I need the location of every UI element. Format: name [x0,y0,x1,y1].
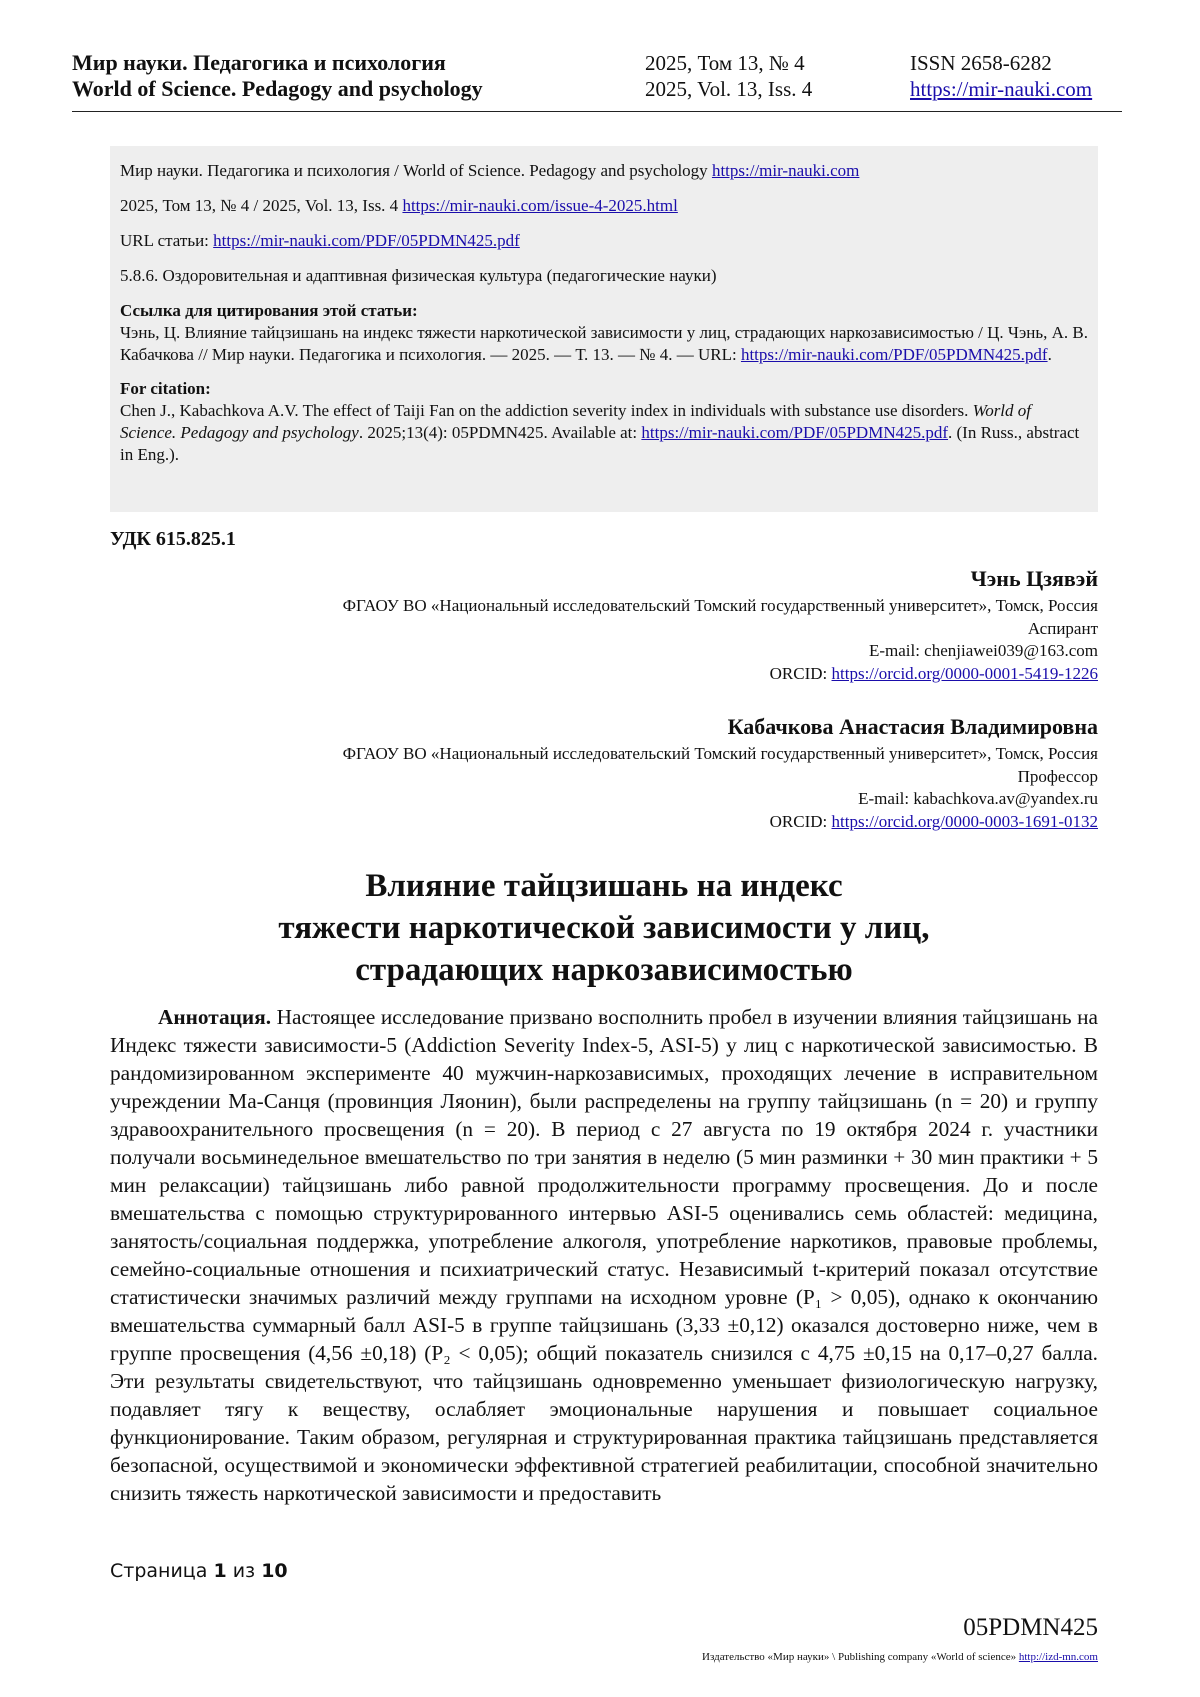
info-specialty: 5.8.6. Оздоровительная и адаптивная физическая культура (педагогические науки) [120,266,717,285]
author-orcid: ORCID: https://orcid.org/0000-0003-1691-0132 [769,811,1098,831]
info-url-line: URL статьи: https://mir-nauki.com/PDF/05PDMN425.pdf [120,231,520,250]
site-link[interactable]: https://mir-nauki.com [910,77,1093,101]
publisher-line: Издательство «Мир науки» \ Publishing company «World of science» http://izd-mn.com [702,1651,1098,1663]
article-code: 05PDMN425 [963,1614,1098,1641]
abstract-label: Аннотация. [158,1005,272,1029]
author-email: E-mail: kabachkova.av@yandex.ru [858,789,1098,808]
author-affiliation: ФГАОУ ВО «Национальный исследовательский Томский государственный университет», Томск, Россия [342,596,1098,615]
journal-title-en: World of Science. Pedagogy and psychology [72,76,483,101]
citation-ru-link[interactable]: https://mir-nauki.com/PDF/05PDMN425.pdf [740,345,1048,364]
citation-en-link[interactable]: https://mir-nauki.com/PDF/05PDMN425.pdf [641,423,949,442]
author-name: Чэнь Цзявэй [970,566,1098,591]
author-block [343,713,1098,833]
page-number: Страница 1 из 10 [110,1560,288,1582]
info-journal-line: Мир науки. Педагогика и психология / World of Science. Pedagogy and psychology https://mir-nauki.com [120,161,860,180]
issn: ISSN 2658-6282 [910,51,1052,75]
author-email: E-mail: chenjiawei039@163.com [868,641,1098,660]
citation-en-text: Chen J., Kabachkova A.V. The effect of Taiji Fan on the addiction severity index in individuals with substance use disorders. [120,401,973,420]
citation-en: For citation: Chen J., Kabachkova A.V. The effect of Taiji Fan on the addiction severity index in individuals with substance use disorders. World of Science. Pedagogy and psychology. 2025;13(4): 05PDMN425. Available at: https://mir-nauki.com/PDF/05PDMN425.pdf. (In Russ., abstract in Eng.). [120,378,1088,466]
author-position: Профессор [1017,766,1098,786]
article-pdf-link[interactable]: https://mir-nauki.com/PDF/05PDMN425.pdf [213,231,520,250]
article-title: Влияние тайцзишань на индекс тяжести наркотической зависимости у лиц, страдающих наркозависимостью [278,868,930,988]
citation-en-journal: World of Science. Pedagogy and psychology [120,401,1032,442]
citation-ru: Ссылка для цитирования этой статьи: Чэнь, Ц. Влияние тайцзишань на индекс тяжести наркотической зависимости у лиц, страдающих наркозависимостью / Ц. Чэнь, А. В. Кабачкова // Мир науки. Педагогика и психология. — 2025. — Т. 13. — № 4. — URL: https://mir-nauki.com/PDF/05PDMN425.pdf. [120,301,1088,364]
article-info-box [110,146,1098,512]
udk-code: УДК 615.825.1 [110,528,236,550]
author-block [343,565,1098,685]
abstract-text: Настоящее исследование призвано восполнить пробел в изучении влияния тайцзишань на Индекс тяжести зависимости-5 (Addiction Severity Index-5, ASI-5) у лиц с наркотической зависимостью. В рандомизированном эксперименте 40 мужчин-наркозависимых, проходящих лечение в исправительном учреждении Ма-Санця (провинция Ляонин), были распределены на группу тайцзишань (n = 20) и группу здравоохранительного просвещения (n = 20). В период с 27 августа по 19 октября 2024 г. участники получали восьминедельное вмешательство по три занятия в неделю (5 мин разминки + 30 мин практики + 5 мин релаксации) тайцзишань либо равной продолжительности программу просвещения. До и после вмешательства с помощью структурированного интервью ASI-5 оценивались семь областей: медицина, занятость/социальная поддержка, употребление алкоголя, употребление наркотиков, правовые проблемы, семейно-социальные отношения и психиатрический статус. Независимый t-критерий показал отсутствие статистически значимых различий между группами на исходном уровне (P₁ > 0,05), однако к окончанию вмешательства суммарный балл ASI-5 в группе тайцзишань (3,33 ±0,12) оказался достоверно ниже, чем в группе просвещения (4,56 ±0,18) (P₂ < 0,05); общий показатель снизился с 4,75 ±0,15 на 0,17–0,27 балла. Эти результаты свидетельствуют, что тайцзишань одновременно уменьшает физиологическую нагрузку, подавляет тягу к веществу, ослабляет эмоциональные нарушения и повышает социальное функционирование. Таким образом, регулярная и структурированная практика тайцзишань представляется безопасной, осуществимой и экономически эффективной стратегией реабилитации, способной значительно снизить тяжесть наркотической зависимости и предоставить [110,1005,1098,1505]
author-orcid: ORCID: https://orcid.org/0000-0001-5419-1226 [769,663,1098,683]
citation-en-heading: For citation: [120,379,211,398]
citation-ru-heading: Ссылка для цитирования этой статьи: [120,301,418,320]
author-position: Аспирант [1027,618,1098,638]
orcid-link[interactable]: https://orcid.org/0000-0003-1691-0132 [831,811,1098,831]
author-name: Кабачкова Анастасия Владимировна [727,714,1098,739]
info-issue-line: 2025, Том 13, № 4 / 2025, Vol. 13, Iss. 4 https://mir-nauki.com/issue-4-2025.html [120,196,678,215]
journal-link[interactable]: https://mir-nauki.com [711,161,860,180]
journal-header [72,50,1122,112]
abstract [110,1003,1098,1507]
journal-title-ru: Мир науки. Педагогика и психология [72,50,446,75]
publisher-link[interactable]: http://izd-mn.com [1018,1651,1098,1663]
citation-ru-text: Чэнь, Ц. Влияние тайцзишань на индекс тяжести наркотической зависимости у лиц, страдающих наркозависимостью / Ц. Чэнь, А. В. Кабачкова // Мир науки. Педагогика и психология. — 2025. — Т. 13. — № 4. — URL: [120,323,1088,364]
issue-ru: 2025, Том 13, № 4 [645,51,805,75]
issue-en: 2025, Vol. 13, Iss. 4 [645,77,813,101]
header-divider [72,111,1122,112]
orcid-link[interactable]: https://orcid.org/0000-0001-5419-1226 [831,663,1098,683]
issue-link[interactable]: https://mir-nauki.com/issue-4-2025.html [402,196,678,215]
author-affiliation: ФГАОУ ВО «Национальный исследовательский Томский государственный университет», Томск, Россия [342,744,1098,763]
